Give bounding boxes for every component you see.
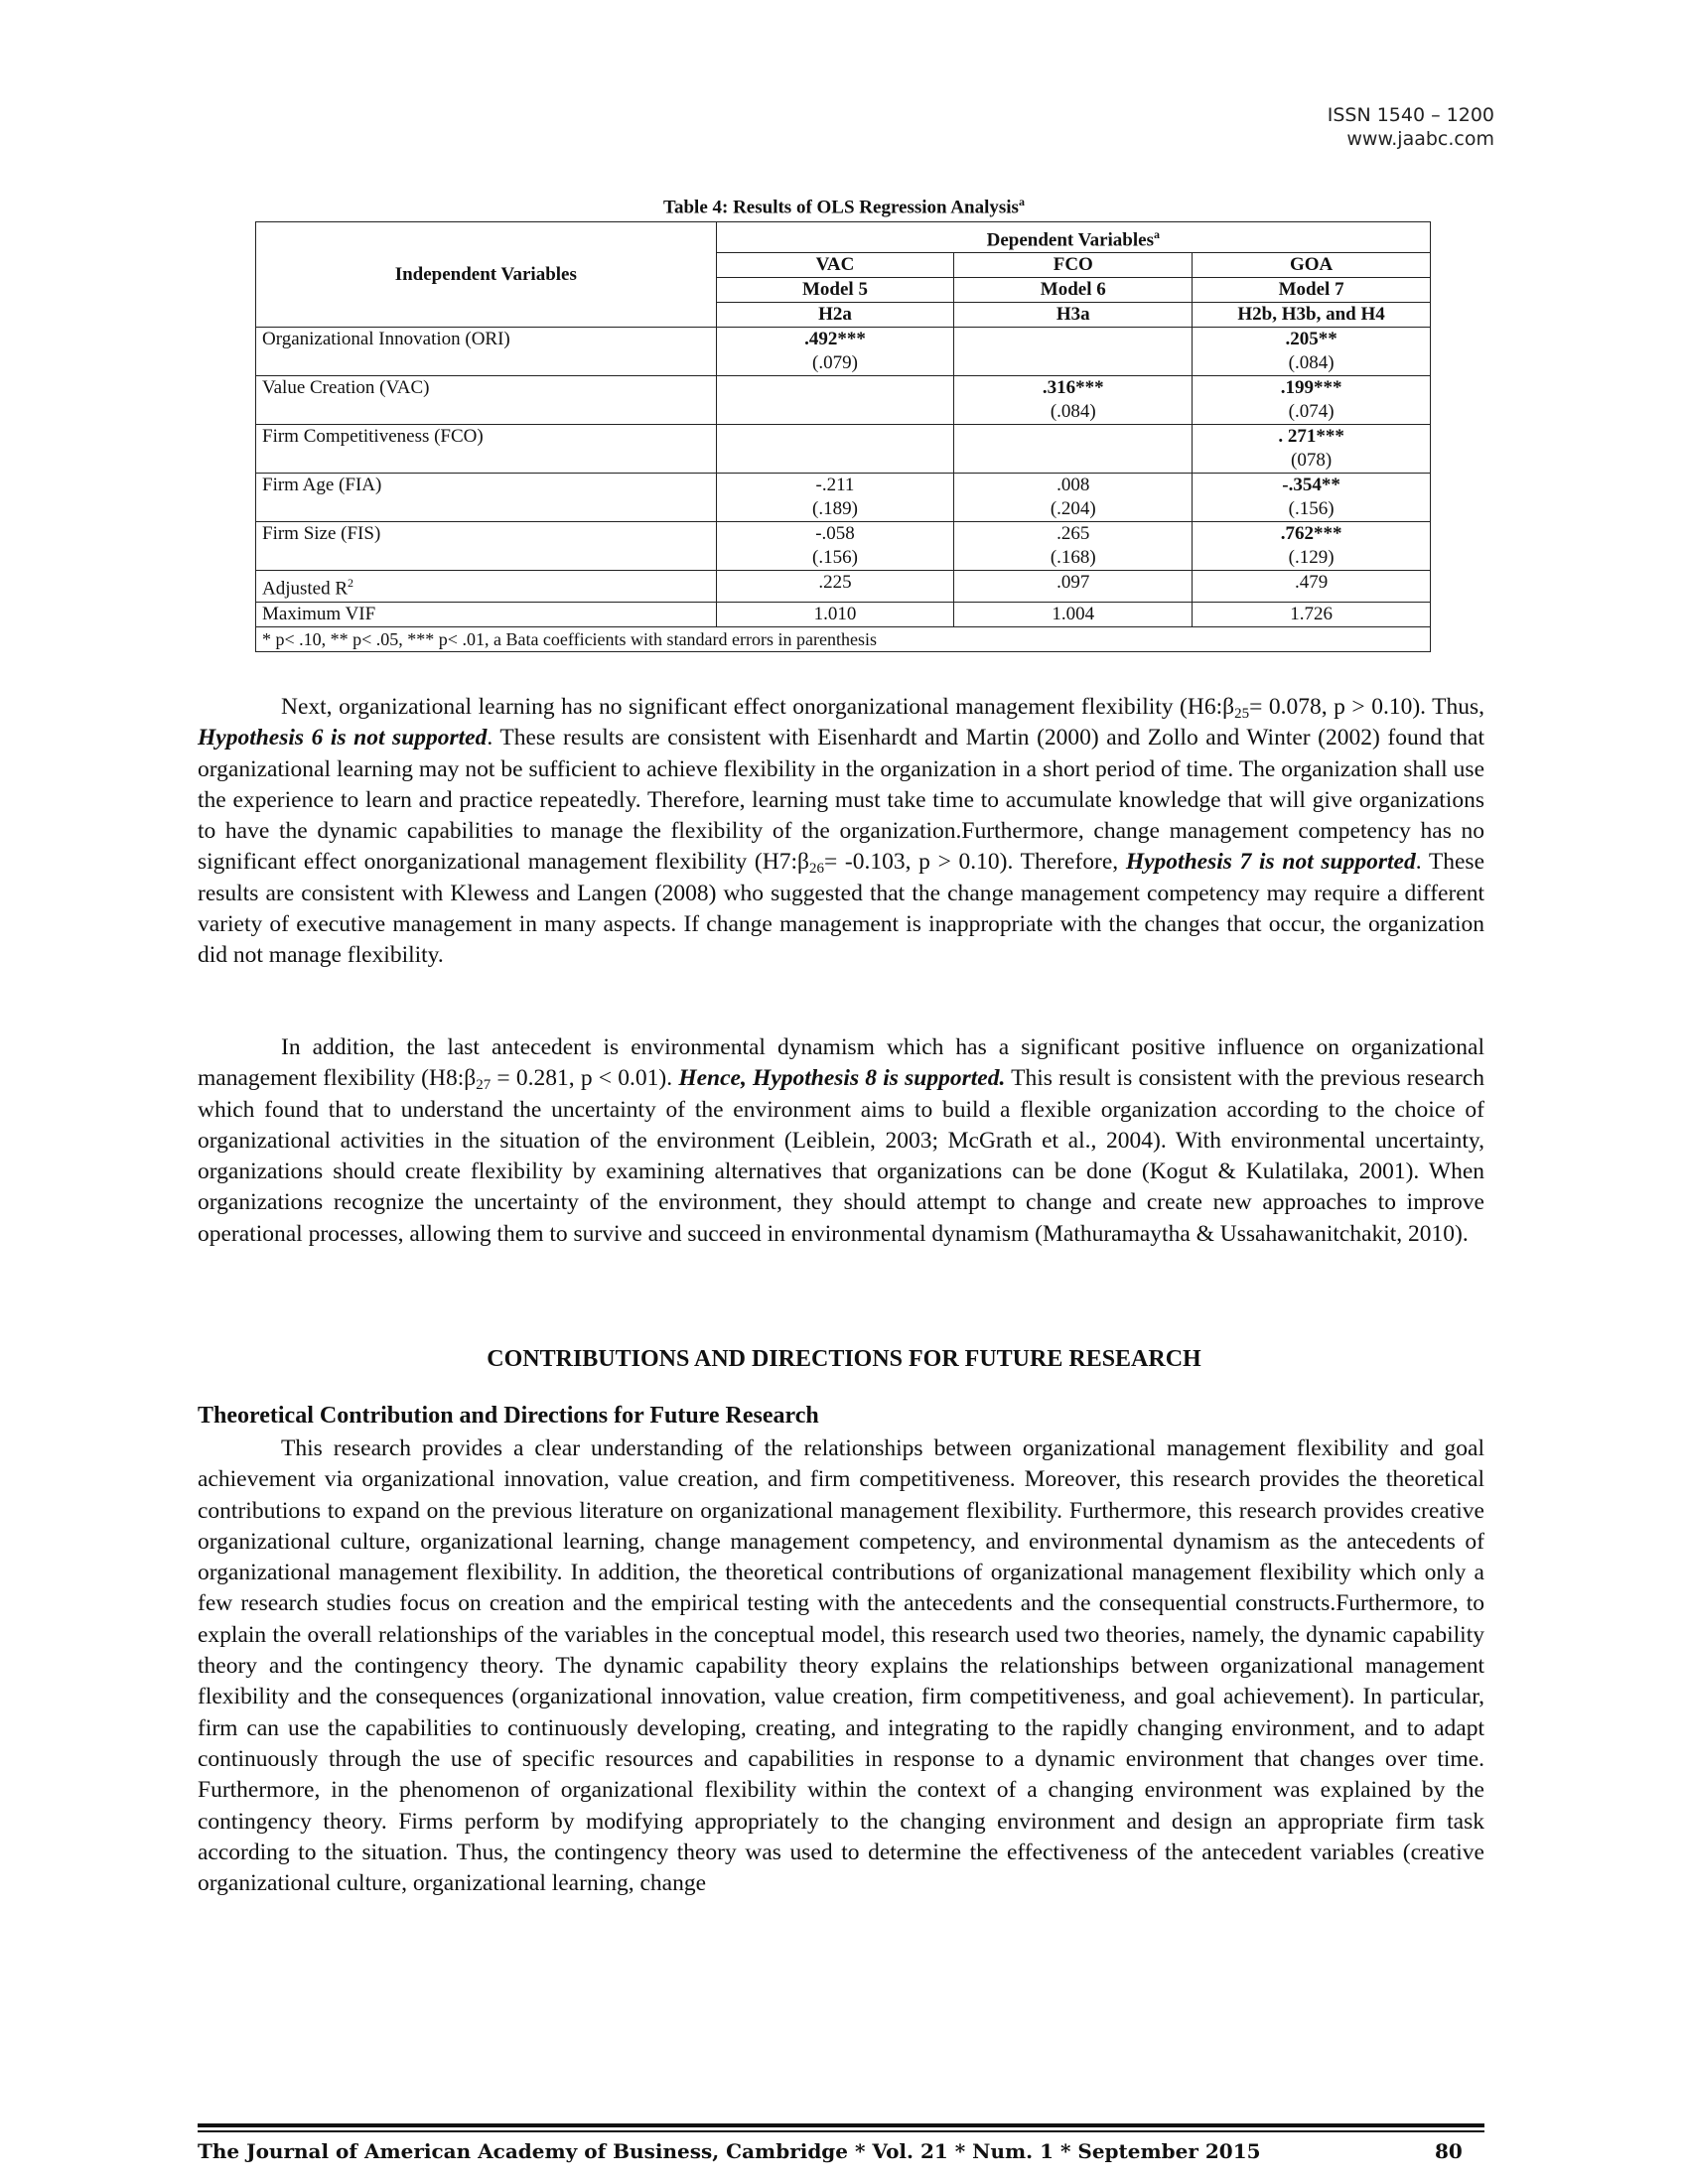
- adj-r2-value: .225: [716, 571, 954, 602]
- std-error-cell: (.084): [954, 400, 1193, 425]
- adj-r2-sup: 2: [348, 576, 354, 591]
- dependent-variables-header: [716, 222, 1430, 253]
- hypothesis-result: Hypothesis 7 is not supported: [1125, 849, 1416, 876]
- column-var: GOA: [1193, 253, 1431, 278]
- coefficient-cell: .492***: [716, 328, 954, 352]
- page-number: 80: [1435, 2139, 1463, 2163]
- coefficient-cell: -.211: [716, 474, 954, 498]
- row-label: Firm Size (FIS): [256, 522, 717, 571]
- std-error-cell: (078): [1193, 449, 1431, 474]
- std-error-cell: (.156): [1193, 497, 1431, 522]
- dependent-variables-sup: a: [1153, 227, 1160, 241]
- coefficient-cell: -.354**: [1193, 474, 1431, 498]
- coefficient-cell: -.058: [716, 522, 954, 547]
- table-row: [256, 425, 1431, 450]
- journal-citation: The Journal of American Academy of Business, Cambridge * Vol. 21 * Num. 1 * September 2015: [198, 2139, 1261, 2163]
- column-model: Model 5: [716, 278, 954, 303]
- dependent-variables-text: Dependent Variables: [986, 229, 1154, 251]
- std-error-cell: [954, 351, 1193, 376]
- column-hypothesis: H2b, H3b, and H4: [1193, 303, 1431, 328]
- table-title: [0, 195, 1688, 218]
- coefficient-rows: [256, 328, 1431, 571]
- row-label: Maximum VIF: [256, 602, 717, 626]
- std-error-cell: (.156): [716, 546, 954, 571]
- coefficient-cell: [716, 376, 954, 401]
- adjusted-r2-row: [256, 571, 1431, 602]
- std-error-cell: (.084): [1193, 351, 1431, 376]
- column-hypothesis: H3a: [954, 303, 1193, 328]
- column-hypothesis: H2a: [716, 303, 954, 328]
- std-error-cell: [716, 449, 954, 474]
- table-title-text: Table 4: Results of OLS Regression Analysis: [663, 197, 1019, 218]
- beta-subscript: 27: [476, 1077, 492, 1094]
- paragraph-hypothesis-8: [198, 1032, 1484, 1250]
- paragraph-theoretical-contribution: [198, 1433, 1484, 1899]
- std-error-cell: (.129): [1193, 546, 1431, 571]
- coefficient-cell: [716, 425, 954, 450]
- hypothesis-result: Hypothesis 6 is not supported: [198, 725, 488, 751]
- journal-header: [1328, 103, 1494, 151]
- p3-text: This research provides a clear understanding of the relationships between organizational management flexibility and goal achievement via organizational innovation, value creation, and firm competitiveness. Moreover, this research provides the theoretical contributions to expand on the previous literature on organizational management flexibility. Furthermore, this research provides creative organizational culture, organizational learning, change management competency, and environmental dynamism as the antecedents of organizational management flexibility. In addition, the theoretical contributions of organizational management flexibility which only a few research studies focus on creation and the empirical testing with the antecedents and the consequential constructs.Furthermore, to explain the overall relationships of the variables in the conceptual model, this research used two theories, namely, the dynamic capability theory and the contingency theory. The dynamic capability theory explains the relationships between organizational management flexibility and the consequences (organizational innovation, value creation, firm competitiveness, and goal achievement). In particular, firm can use the capabilities to continuously developing, creating, and integrating to the rapidly changing environment, and to adapt continuously through the use of specific resources and capabilities in response to a dynamic environment that changes over time. Furthermore, in the phenomenon of organizational flexibility within the context of a changing environment was explained by the contingency theory. Firms perform by modifying appropriately to the changing environment and design an appropriate firm task according to the situation. Thus, the contingency theory was used to determine the effectiveness of the antecedent variables (creative organizational culture, organizational learning, change: [198, 1435, 1484, 1897]
- p1-text: = 0.078, p > 0.10). Thus,: [1249, 694, 1484, 720]
- row-label: Organizational Innovation (ORI): [256, 328, 717, 376]
- table-title-sup: a: [1018, 195, 1025, 208]
- std-error-cell: [716, 400, 954, 425]
- column-var: FCO: [954, 253, 1193, 278]
- journal-url: www.jaabc.com: [1346, 128, 1494, 150]
- independent-variables-header: Independent Variables: [256, 222, 717, 328]
- p2-text: This result is consistent with the previous research which found that to understand the uncertainty of the environment aims to build a flexible organization according to the choice of organizational activities in the situation of the environment (Leiblein, 2003; McGrath et al., 2004). With environmental uncertainty, organizations should create flexibility by examining alternatives that organizations can be done (Kogut & Kulatilaka, 2001). When organizations recognize the uncertainty of the environment, they should attempt to change and create new approaches to improve operational processes, allowing them to survive and succeed in environmental dynamism (Mathuramaytha & Ussahawanitchakit, 2010).: [198, 1065, 1484, 1247]
- std-error-cell: [954, 449, 1193, 474]
- std-error-cell: (.074): [1193, 400, 1431, 425]
- p2-text: In addition, the last antecedent is environmental dynamism which has a significant positive influence on organizational management flexibility (H8:β: [198, 1034, 1484, 1092]
- paragraph-hypotheses-6-7: [198, 692, 1484, 972]
- column-var: VAC: [716, 253, 954, 278]
- coefficient-cell: [954, 328, 1193, 352]
- hypothesis-result: Hence, Hypothesis 8 is supported.: [678, 1065, 1006, 1092]
- table-note-row: [256, 626, 1431, 651]
- row-label: Firm Age (FIA): [256, 474, 717, 522]
- table-note: * p< .10, ** p< .05, *** p< .01, a Bata coefficients with standard errors in parenthesis: [256, 626, 1431, 651]
- section-heading: CONTRIBUTIONS AND DIRECTIONS FOR FUTURE RESEARCH: [487, 1346, 1201, 1372]
- issn-number: ISSN 1540 – 1200: [1327, 104, 1494, 126]
- coefficient-cell: [954, 425, 1193, 450]
- table-row: [256, 474, 1431, 498]
- std-error-cell: (.189): [716, 497, 954, 522]
- vif-value: 1.726: [1193, 602, 1431, 626]
- table-row: [256, 522, 1431, 547]
- std-error-cell: (.079): [716, 351, 954, 376]
- beta-subscript: 25: [1234, 706, 1250, 722]
- coefficient-cell: . 271***: [1193, 425, 1431, 450]
- column-model: Model 7: [1193, 278, 1431, 303]
- table-header-row: [256, 222, 1431, 253]
- adj-r2-label: Adjusted R: [262, 578, 349, 600]
- regression-table: [255, 221, 1431, 652]
- p1-text: Next, organizational learning has no significant effect onorganizational management flexibility (H6:β: [281, 694, 1235, 720]
- table-row: [256, 376, 1431, 401]
- coefficient-cell: .008: [954, 474, 1193, 498]
- subsection-heading: Theoretical Contribution and Directions for Future Research: [198, 1403, 819, 1429]
- coefficient-cell: .205**: [1193, 328, 1431, 352]
- coefficient-cell: .265: [954, 522, 1193, 547]
- column-model: Model 6: [954, 278, 1193, 303]
- row-label: [256, 571, 717, 602]
- p1-text: . These results are consistent with Klewess and Langen (2008) who suggested that the change management competency may require a different variety of executive management in many aspects. If change management is inappropriate with the changes that occur, the organization did not manage flexibility.: [198, 849, 1485, 969]
- table-row: [256, 328, 1431, 352]
- vif-value: 1.010: [716, 602, 954, 626]
- coefficient-cell: .762***: [1193, 522, 1431, 547]
- std-error-cell: (.168): [954, 546, 1193, 571]
- adj-r2-value: .097: [954, 571, 1193, 602]
- adj-r2-value: .479: [1193, 571, 1431, 602]
- row-label: Firm Competitiveness (FCO): [256, 425, 717, 474]
- coefficient-cell: .199***: [1193, 376, 1431, 401]
- p2-text: = 0.281, p < 0.01).: [491, 1065, 679, 1092]
- vif-value: 1.004: [954, 602, 1193, 626]
- footer-divider-thin: [198, 2130, 1484, 2132]
- coefficient-cell: .316***: [954, 376, 1193, 401]
- beta-subscript: 26: [808, 861, 824, 878]
- p1-text: . These results are consistent with Eisenhardt and Martin (2000) and Zollo and Winter (2002) found that organizational learning may not be sufficient to achieve flexibility in the organization in a short period of time. The organization shall use the experience to learn and practice repeatedly. Therefore, learning must take time to accumulate knowledge that will give organizations to have the dynamic capabilities to manage the flexibility of the organization.Furthermore, change management competency has no significant effect onorganizational management flexibility (H7:β: [198, 725, 1484, 876]
- footer-divider: [198, 2123, 1484, 2127]
- page-footer: [198, 2139, 1484, 2163]
- max-vif-row: [256, 602, 1431, 626]
- row-label: Value Creation (VAC): [256, 376, 717, 425]
- std-error-cell: (.204): [954, 497, 1193, 522]
- p1-text: = -0.103, p > 0.10). Therefore,: [823, 849, 1126, 876]
